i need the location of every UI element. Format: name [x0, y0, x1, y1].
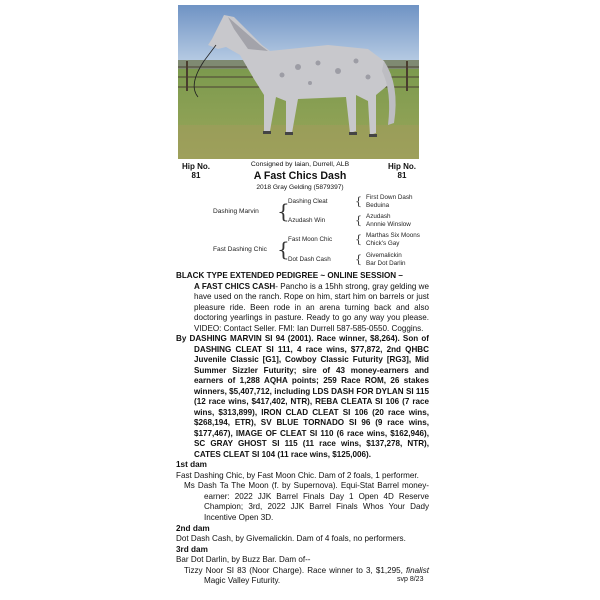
session-title: BLACK TYPE EXTENDED PEDIGREE ~ ONLINE SESSION – — [176, 271, 403, 280]
second-dam-text: Dot Dash Cash, by Givemalickin. Dam of 4 foals, no performers. — [176, 534, 406, 544]
first-dam-label: 1st dam — [176, 460, 207, 470]
pedigree-dam: Fast Dashing Chic — [213, 246, 267, 253]
pedigree-sd-dam: Annnie Winslow — [366, 221, 411, 228]
brace-icon: { — [277, 199, 290, 223]
pedigree-sire-sire: Dashing Cleat — [288, 198, 328, 205]
pedigree-sire-dam: Azudash Win — [288, 217, 326, 224]
pedigree-dd-dam: Bar Dot Darlin — [366, 260, 406, 267]
pedigree-ds-sire: Marthas Six Moons — [366, 232, 420, 239]
description-horse-name: A FAST CHICS CASH — [194, 281, 276, 291]
pedigree-dam-dam: Dot Dash Cash — [288, 256, 331, 263]
second-dam-label: 2nd dam — [176, 523, 210, 533]
sire-paragraph: By DASHING MARVIN SI 94 (2001). Race winner, $8,264). Son of DASHING CLEAT SI 111, 4 race wins, $77,872, 2nd QHBC Juvenile Classic [G1], Cowboy Classic Futurity [RG3], Mid Summer Sizzler Futurity; sire of 43 money-earners and earners of 1,288 AQHA points; 259 Race ROM, 26 stakes winners, $5,407,712, including LDS DASH FOR DYLAN SI 115 (12 race wins, $417,402, NTR), REBA CLEATA SI 106 (7 race wins, $313,899), IRON CLAD CLEAT SI 106 (20 race wins, $268,194, ETR), SV BLUE TORNADO SI 96 (9 race wins, $177,467), IMAGE OF CLEAT SI 110 (6 race wins, $162,946), SC GRAY GHOST SI 115 (11 race wins, $137,278, NTR), CATES CLEAT SI 104 (11 race wins, $125,006). — [176, 334, 429, 459]
first-dam-text: Fast Dashing Chic, by Fast Moon Chic. Dam of 2 foals, 1 performer. — [176, 470, 419, 480]
third-dam-produce — [176, 566, 429, 587]
hip-number-right — [387, 162, 417, 180]
brace-icon: { — [355, 195, 362, 208]
horse-description: 2018 Gray Gelding (5879397) — [256, 184, 344, 191]
pedigree-sd-sire: Azudash — [366, 213, 391, 220]
third-dam-produce-tail: Magic Valley Futurity. — [204, 576, 281, 586]
footer-code: svp 8/23 — [397, 576, 424, 583]
third-dam-produce-main: Tizzy Noor SI 83 (Noor Charge). Race winner to 3, $1,295, — [184, 565, 407, 575]
horse-photo — [178, 5, 419, 159]
brace-icon: { — [277, 237, 290, 261]
hip-right-label: Hip No. — [388, 162, 416, 171]
catalog-body — [176, 271, 429, 587]
pedigree-sire: Dashing Marvin — [213, 208, 259, 215]
hip-left-number: 81 — [191, 171, 201, 180]
pedigree-ss-dam: Beduina — [366, 202, 390, 209]
description-paragraph — [176, 282, 429, 335]
description-text: - Pancho is a 15hh strong, gray gelding we have used on the ranch. Rope on him, start him on barrels or just pleasure ride. Been rode in an arena turning back and also doctoring yearlings in pasture. Ready to go any way you please. VIDEO: Contact Seller. FMI: Ian Durrell 587-585-0550. Coggins. — [194, 281, 430, 333]
third-dam-produce-finalist: finalist — [406, 565, 429, 575]
consignor: Consigned by Iaian, Durrell, ALB — [250, 161, 350, 168]
pedigree-dd-sire: Givemalickin — [366, 252, 402, 259]
hip-right-number: 81 — [397, 171, 407, 180]
hip-left-label: Hip No. — [182, 162, 210, 171]
pedigree-ds-dam: Chick's Gay — [366, 240, 400, 247]
first-dam-produce: Ms Dash Ta The Moon (f. by Supernova). Equi-Stat Barrel money-earner: 2022 JJK Barrel Finals Day 1 Open 4D Reserve Champion; 3rd, 2022 JJK Barrel Finals Whos Your Dady Incentive Open 3D. — [184, 481, 429, 522]
brace-icon: { — [355, 214, 362, 227]
horse-name: A Fast Chics Dash — [253, 170, 347, 182]
third-dam-text: Bar Dot Darlin, by Buzz Bar. Dam of-- — [176, 555, 311, 565]
third-dam-label: 3rd dam — [176, 544, 208, 554]
hip-number-left — [181, 162, 211, 180]
pedigree-ss-sire: First Down Dash — [366, 194, 413, 201]
brace-icon: { — [355, 253, 362, 266]
pedigree-dam-sire: Fast Moon Chic — [288, 236, 333, 243]
brace-icon: { — [355, 233, 362, 246]
